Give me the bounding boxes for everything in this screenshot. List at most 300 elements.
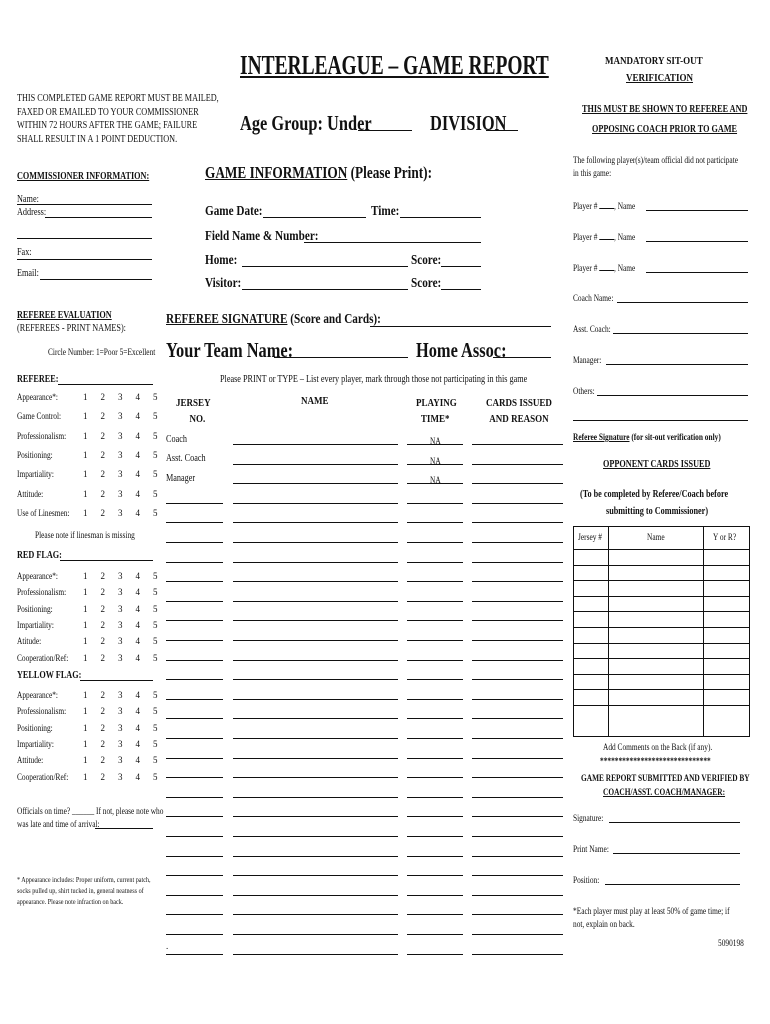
rating-option[interactable]: 2 (100, 392, 105, 402)
rating-option[interactable]: 5 (153, 469, 158, 480)
rating-option[interactable]: 3 (118, 587, 123, 598)
roster-cell[interactable] (166, 601, 223, 602)
age-group-label: Age Group: Under (240, 111, 372, 135)
rating-option[interactable]: 5 (153, 652, 158, 663)
referee-rating-scale[interactable] (83, 450, 171, 460)
roster-cell[interactable] (233, 758, 398, 759)
rating-option[interactable]: 1 (83, 706, 88, 717)
sitout-player-num-field[interactable] (599, 262, 614, 271)
sitout-player-label (573, 231, 635, 242)
roster-cell[interactable] (472, 836, 563, 837)
rating-option[interactable]: 5 (153, 392, 158, 402)
rating-option[interactable]: 2 (100, 571, 105, 581)
sitout-player-name-field[interactable] (646, 272, 748, 273)
rating-option[interactable]: 1 (83, 603, 88, 614)
roster-cell[interactable] (407, 483, 463, 484)
yellow-flag-rating-scale[interactable] (83, 723, 171, 733)
sitout-player-name-label: , Name (614, 263, 636, 273)
roster-cell[interactable] (166, 895, 223, 896)
rating-option[interactable]: 1 (83, 652, 88, 663)
rating-option[interactable]: 1 (83, 755, 88, 766)
roster-cell[interactable] (166, 620, 223, 621)
roster-cell[interactable] (407, 856, 463, 857)
commissioner-fax-field[interactable] (17, 259, 152, 260)
roster-cell[interactable] (472, 562, 563, 563)
rating-option[interactable]: 2 (100, 619, 105, 630)
roster-cell[interactable] (166, 640, 223, 641)
roster-cell[interactable] (407, 562, 463, 563)
rating-option[interactable]: 4 (135, 488, 140, 499)
team-name-field[interactable] (274, 357, 408, 358)
roster-cell[interactable] (166, 777, 223, 778)
rating-option[interactable]: 4 (135, 619, 140, 630)
roster-cell[interactable] (233, 542, 398, 543)
roster-cell[interactable] (166, 581, 223, 582)
roster-cell[interactable] (166, 503, 223, 504)
red-flag-label: RED FLAG: (17, 550, 62, 561)
rating-option[interactable]: 3 (118, 755, 123, 766)
officials-late-field[interactable] (95, 828, 153, 829)
roster-cell[interactable] (407, 640, 463, 641)
roster-cell[interactable] (407, 660, 463, 661)
rating-option[interactable]: 1 (83, 411, 88, 422)
game-date-field[interactable] (263, 217, 366, 218)
rating-option[interactable]: 4 (135, 690, 140, 700)
rating-option[interactable]: 5 (153, 430, 158, 441)
roster-cell[interactable] (233, 836, 398, 837)
roster-cell[interactable] (472, 895, 563, 896)
rating-option[interactable]: 5 (153, 507, 158, 518)
roster-cell[interactable] (166, 914, 223, 915)
opponent-cards-note-2: submitting to Commissioner) (606, 506, 709, 517)
rating-option[interactable]: 3 (118, 507, 123, 518)
commissioner-address-field-2[interactable] (17, 238, 152, 239)
print-name-label: Print Name: (573, 844, 609, 854)
rating-option[interactable]: 4 (135, 571, 140, 581)
roster-cell[interactable] (472, 816, 563, 817)
yellow-flag-rating-scale[interactable] (83, 706, 171, 716)
visitor-score-field[interactable] (441, 289, 481, 290)
roster-cell[interactable] (233, 620, 398, 621)
roster-cell[interactable] (407, 444, 463, 445)
roster-cell[interactable] (472, 503, 563, 504)
time-field[interactable] (400, 217, 481, 218)
roster-cell[interactable] (407, 503, 463, 504)
rating-option[interactable]: 5 (153, 738, 158, 749)
red-flag-item-label: Cooperation/Ref: (17, 652, 69, 663)
roster-cell[interactable] (166, 797, 223, 798)
red-flag-rating-scale[interactable] (83, 636, 171, 646)
rating-option[interactable]: 3 (118, 469, 123, 480)
roster-cell[interactable] (233, 895, 398, 896)
roster-cell[interactable] (407, 758, 463, 759)
division-field[interactable] (486, 130, 518, 131)
rating-option[interactable]: 5 (153, 603, 158, 614)
division-label: DIVISION (430, 111, 507, 135)
rating-option[interactable]: 4 (135, 430, 140, 441)
roster-cell[interactable] (166, 856, 223, 857)
roster-cell[interactable] (472, 699, 563, 700)
yellow-flag-rating-scale[interactable] (83, 755, 171, 765)
roster-cell[interactable] (233, 581, 398, 582)
rating-option[interactable]: 4 (135, 636, 140, 647)
appearance-note (17, 874, 151, 907)
age-group-field[interactable] (358, 130, 412, 131)
roster-cell[interactable] (233, 875, 398, 876)
roster-cell[interactable] (472, 464, 563, 465)
col-cards-line: CARDS ISSUED (486, 397, 552, 409)
roster-cell[interactable] (166, 875, 223, 876)
roster-cell[interactable] (472, 875, 563, 876)
rating-option[interactable]: 4 (135, 449, 140, 460)
rating-option[interactable]: 5 (153, 755, 158, 766)
print-name-field[interactable] (613, 853, 740, 854)
roster-cell[interactable] (407, 836, 463, 837)
rating-option[interactable]: 4 (135, 771, 140, 782)
rating-option[interactable]: 1 (83, 571, 88, 581)
roster-cell[interactable] (233, 718, 398, 719)
roster-cell[interactable] (166, 934, 223, 935)
commissioner-address-field[interactable] (45, 217, 152, 218)
referee-item-label: Attitude: (17, 488, 44, 499)
sitout-others-field[interactable] (597, 395, 748, 396)
rating-option[interactable]: 4 (135, 587, 140, 598)
sitout-intro-2: in this game: (573, 168, 612, 178)
rating-option[interactable]: 1 (83, 469, 88, 480)
officials-q-text: Officials on time? (17, 806, 71, 816)
rating-option[interactable]: 5 (153, 771, 158, 782)
sitout-others-field-2[interactable] (573, 420, 748, 421)
rating-option[interactable]: 1 (83, 738, 88, 749)
linesman-note: Please note if linesman is missing (35, 530, 135, 540)
roster-cell[interactable] (472, 718, 563, 719)
roster-cell[interactable] (233, 464, 398, 465)
rating-option[interactable]: 1 (83, 449, 88, 460)
rating-option[interactable]: 2 (100, 587, 105, 598)
rating-option[interactable]: 5 (153, 571, 158, 581)
roster-cell[interactable] (166, 679, 223, 680)
rating-option[interactable]: 1 (83, 771, 88, 782)
roster-cell[interactable] (166, 699, 223, 700)
rating-option[interactable]: 3 (118, 771, 123, 782)
rating-option[interactable]: 4 (135, 411, 140, 422)
roster-cell[interactable] (233, 777, 398, 778)
sitout-manager-field[interactable] (606, 364, 748, 365)
referee-rating-scale[interactable] (83, 489, 171, 499)
yellow-flag-rating-scale[interactable] (83, 690, 171, 700)
referee-signature-label-text: REFEREE SIGNATURE (166, 312, 288, 327)
red-flag-rating-scale[interactable] (83, 604, 171, 614)
opponent-table-row[interactable] (573, 658, 749, 659)
commissioner-email-field[interactable] (40, 279, 152, 280)
rating-option[interactable]: 1 (83, 690, 88, 700)
rating-option[interactable]: 3 (118, 722, 123, 733)
roster-cell[interactable] (233, 679, 398, 680)
roster-cell[interactable] (407, 738, 463, 739)
rating-option[interactable]: 2 (100, 411, 105, 422)
signature-field[interactable] (609, 822, 740, 823)
yellow-flag-rating-scale[interactable] (83, 739, 171, 749)
roster-cell[interactable] (472, 738, 563, 739)
rating-option[interactable]: 4 (135, 738, 140, 749)
roster-cell[interactable] (166, 738, 223, 739)
roster-cell[interactable] (233, 522, 398, 523)
roster-cell[interactable] (472, 483, 563, 484)
rating-option[interactable]: 5 (153, 619, 158, 630)
visitor-team-field[interactable] (242, 289, 408, 290)
roster-cell[interactable] (233, 601, 398, 602)
referee-rating-scale[interactable] (83, 469, 171, 479)
rating-option[interactable]: 4 (135, 652, 140, 663)
sitout-asst-coach-field[interactable] (613, 333, 748, 334)
roster-cell[interactable] (407, 934, 463, 935)
sitout-player-num-field[interactable] (599, 231, 614, 240)
rating-option[interactable]: 3 (118, 652, 123, 663)
roster-cell[interactable] (233, 699, 398, 700)
referee-rating-scale[interactable] (83, 431, 171, 441)
roster-cell[interactable] (407, 601, 463, 602)
rating-option[interactable]: 2 (100, 652, 105, 663)
referee-name-field[interactable] (58, 384, 153, 385)
rating-option[interactable]: 1 (83, 507, 88, 518)
referee-rating-scale[interactable] (83, 508, 171, 518)
rating-option[interactable]: 3 (118, 619, 123, 630)
roster-cell[interactable] (472, 777, 563, 778)
rating-option[interactable]: 1 (83, 488, 88, 499)
rating-option[interactable]: 2 (100, 690, 105, 700)
opponent-table-row[interactable] (573, 627, 749, 628)
roster-cell[interactable] (233, 816, 398, 817)
page-title: INTERLEAGUE – GAME REPORT (240, 50, 549, 80)
rating-option[interactable]: 5 (153, 636, 158, 647)
rating-option[interactable]: 1 (83, 619, 88, 630)
referee-rating-scale[interactable] (83, 411, 171, 421)
opponent-table-row[interactable] (573, 549, 749, 550)
roster-cell[interactable] (407, 895, 463, 896)
rating-option[interactable]: 1 (83, 587, 88, 598)
roster-cell[interactable] (472, 954, 563, 955)
roster-cell[interactable] (407, 542, 463, 543)
sitout-coach-field[interactable] (617, 302, 748, 303)
roster-cell[interactable] (233, 856, 398, 857)
opponent-table-row[interactable] (573, 674, 749, 675)
referee-item-label: Impartiality: (17, 469, 54, 480)
roster-cell[interactable] (166, 522, 223, 523)
game-info-heading-suffix: (Please Print): (350, 163, 432, 182)
home-team-field[interactable] (242, 266, 408, 267)
rating-option[interactable]: 5 (153, 722, 158, 733)
rating-option[interactable]: 2 (100, 603, 105, 614)
rating-option[interactable]: 3 (118, 603, 123, 614)
rating-option[interactable]: 5 (153, 411, 158, 422)
roster-cell[interactable] (166, 758, 223, 759)
roster-cell[interactable] (233, 660, 398, 661)
roster-cell[interactable] (472, 797, 563, 798)
roster-cell[interactable] (472, 660, 563, 661)
red-flag-rating-scale[interactable] (83, 587, 171, 597)
red-flag-rating-scale[interactable] (83, 571, 171, 581)
roster-cell[interactable] (407, 522, 463, 523)
roster-cell[interactable] (166, 954, 223, 955)
rating-option[interactable]: 1 (83, 636, 88, 647)
roster-cell[interactable] (407, 679, 463, 680)
roster-cell[interactable] (233, 954, 398, 955)
rating-option[interactable]: 2 (100, 771, 105, 782)
col-playing-header (416, 395, 457, 427)
roster-cell[interactable] (407, 581, 463, 582)
rating-option[interactable]: 3 (118, 449, 123, 460)
rating-option[interactable]: 2 (100, 722, 105, 733)
sitout-heading-1: MANDATORY SIT-OUT (605, 55, 703, 67)
rating-option[interactable]: 2 (100, 430, 105, 441)
roster-cell[interactable] (472, 914, 563, 915)
roster-cell[interactable] (472, 856, 563, 857)
rating-option[interactable]: 3 (118, 706, 123, 717)
roster-cell[interactable] (166, 718, 223, 719)
opponent-table-row[interactable] (573, 705, 749, 706)
roster-cell[interactable] (472, 620, 563, 621)
roster-cell[interactable] (472, 522, 563, 523)
opponent-table-row[interactable] (573, 580, 749, 581)
roster-cell[interactable] (472, 601, 563, 602)
roster-cell[interactable] (472, 640, 563, 641)
roster-cell[interactable] (233, 640, 398, 641)
rating-option[interactable]: 3 (118, 488, 123, 499)
roster-cell[interactable] (407, 699, 463, 700)
yellow-flag-name-field[interactable] (80, 680, 153, 681)
sitout-player-name-label: , Name (614, 232, 636, 242)
opponent-table-row[interactable] (573, 596, 749, 597)
roster-cell[interactable] (233, 914, 398, 915)
rating-option[interactable]: 4 (135, 392, 140, 402)
submission-heading-1: GAME REPORT SUBMITTED AND VERIFIED BY (581, 773, 750, 783)
roster-cell[interactable] (233, 483, 398, 484)
rating-option[interactable]: 2 (100, 636, 105, 647)
rating-option[interactable]: 2 (100, 706, 105, 717)
rating-option[interactable]: 4 (135, 507, 140, 518)
rating-option[interactable]: 2 (100, 449, 105, 460)
referee-signature-suffix: (Score and Cards): (290, 312, 381, 327)
red-flag-rating-scale[interactable] (83, 620, 171, 630)
roster-cell[interactable] (407, 777, 463, 778)
rating-option[interactable]: 3 (118, 690, 123, 700)
referee-item-label: Appearance*: (17, 392, 58, 402)
roster-cell[interactable] (166, 836, 223, 837)
rating-option[interactable]: 3 (118, 738, 123, 749)
rating-option[interactable]: 5 (153, 449, 158, 460)
rating-option[interactable]: 1 (83, 392, 88, 402)
home-assoc-field[interactable] (493, 357, 551, 358)
rating-option[interactable]: 5 (153, 587, 158, 598)
roster-cell[interactable] (166, 562, 223, 563)
rating-option[interactable]: 1 (83, 430, 88, 441)
roster-cell[interactable] (472, 542, 563, 543)
commissioner-fax-label: Fax: (17, 247, 32, 258)
field-name-field[interactable] (304, 242, 481, 243)
officials-late-question: was late and time of arrival: (17, 819, 100, 829)
roster-cell[interactable] (407, 464, 463, 465)
rating-option[interactable]: 2 (100, 469, 105, 480)
roster-cell[interactable] (166, 542, 223, 543)
roster-cell[interactable] (233, 562, 398, 563)
appearance-note-line: socks pulled up, shirt tucked in, general neatness of (17, 886, 144, 895)
roster-cell[interactable] (472, 758, 563, 759)
rating-option[interactable]: 5 (153, 488, 158, 499)
rating-option[interactable]: 4 (135, 755, 140, 766)
sitout-player-name-field[interactable] (646, 241, 748, 242)
yellow-flag-item-label: Impartiality: (17, 738, 54, 749)
red-flag-name-field[interactable] (60, 560, 153, 561)
roster-cell[interactable] (472, 581, 563, 582)
rating-option[interactable]: 2 (100, 507, 105, 518)
roster-cell[interactable] (233, 738, 398, 739)
roster-cell[interactable] (233, 934, 398, 935)
roster-cell[interactable] (407, 816, 463, 817)
roster-cell[interactable] (407, 797, 463, 798)
yellow-flag-item-label: Positioning: (17, 722, 53, 733)
roster-cell[interactable] (407, 875, 463, 876)
roster-cell[interactable] (472, 934, 563, 935)
rating-option[interactable]: 3 (118, 411, 123, 422)
referee-signature-field[interactable] (370, 326, 551, 327)
signature-label: Signature: (573, 813, 604, 823)
referee-item-label: Professionalism: (17, 430, 67, 441)
rating-option[interactable]: 4 (135, 603, 140, 614)
sitout-player-num-field[interactable] (599, 200, 614, 209)
opponent-table-row[interactable] (573, 689, 749, 690)
rating-option[interactable]: 2 (100, 755, 105, 766)
red-flag-rating-scale[interactable] (83, 653, 171, 663)
rating-option[interactable]: 5 (153, 706, 158, 717)
rating-option[interactable]: 3 (118, 571, 123, 581)
rating-option[interactable]: 3 (118, 430, 123, 441)
roster-cell[interactable] (472, 444, 563, 445)
roster-cell[interactable] (407, 620, 463, 621)
rating-option[interactable]: 5 (153, 690, 158, 700)
roster-cell[interactable] (407, 718, 463, 719)
referee-rating-scale[interactable] (83, 392, 171, 402)
sitout-player-name-field[interactable] (646, 210, 748, 211)
rating-option[interactable]: 3 (118, 636, 123, 647)
roster-cell[interactable] (472, 679, 563, 680)
rating-option[interactable]: 1 (83, 722, 88, 733)
roster-cell[interactable] (233, 444, 398, 445)
roster-cell[interactable] (233, 503, 398, 504)
appearance-note-line: * Appearance includes: Proper uniform, current patch, (17, 875, 151, 884)
opponent-table-row[interactable] (573, 643, 749, 644)
rating-option[interactable]: 4 (135, 469, 140, 480)
rating-option[interactable]: 3 (118, 392, 123, 402)
rating-option[interactable]: 2 (100, 738, 105, 749)
roster-cell[interactable] (166, 660, 223, 661)
rating-option[interactable]: 4 (135, 706, 140, 717)
roster-cell[interactable] (407, 914, 463, 915)
roster-cell[interactable] (233, 797, 398, 798)
roster-cell[interactable] (407, 954, 463, 955)
sitout-ref-sig-text: Referee Signature (573, 432, 630, 442)
position-field[interactable] (605, 884, 740, 885)
na-manager: NA (430, 475, 441, 485)
opponent-table-row[interactable] (573, 611, 749, 612)
opponent-table-row[interactable] (573, 565, 749, 566)
commissioner-name-field[interactable] (17, 204, 152, 205)
yellow-flag-rating-scale[interactable] (83, 772, 171, 782)
stars-divider: ****************************** (600, 756, 711, 766)
rating-option[interactable]: 2 (100, 488, 105, 499)
roster-cell[interactable] (166, 816, 223, 817)
home-score-field[interactable] (441, 266, 481, 267)
rating-option[interactable]: 4 (135, 722, 140, 733)
